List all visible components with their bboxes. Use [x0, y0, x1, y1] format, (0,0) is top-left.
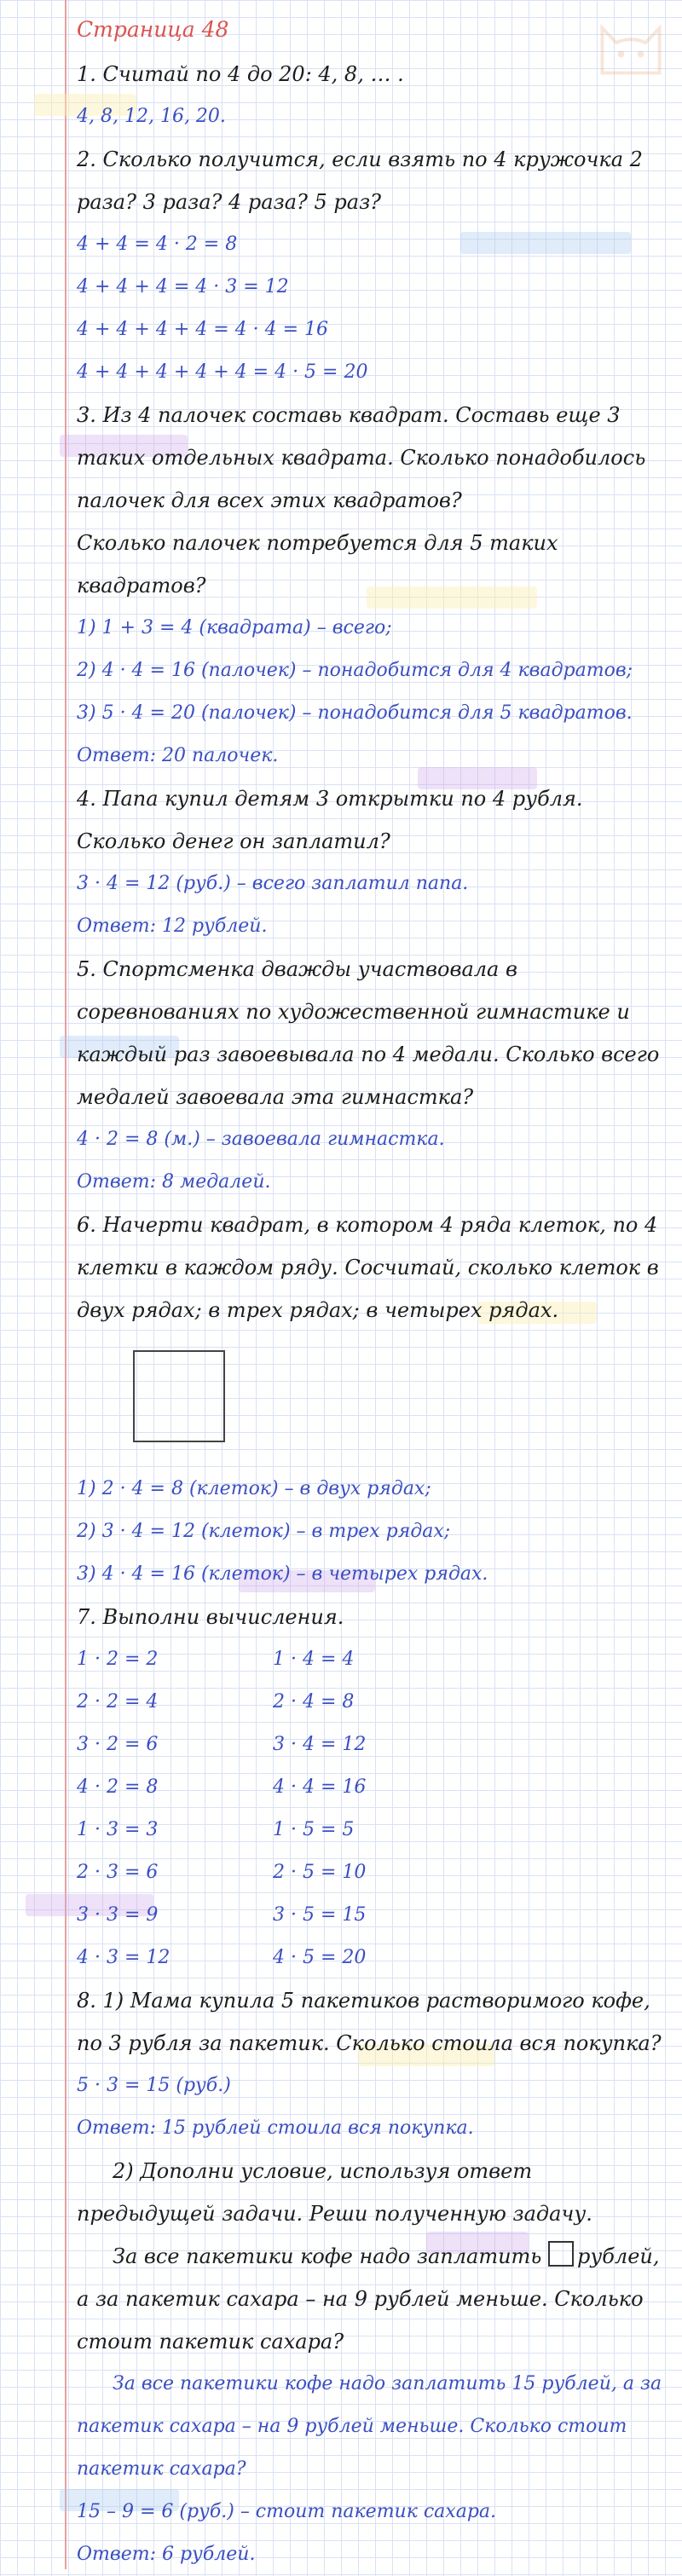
task-8-part-2-question: 2) Дополни условие, используя ответ предыдущей задачи. Реши полученную задачу. — [77, 2159, 592, 2226]
task-6-question: 6. Начерти квадрат, в котором 4 ряда клеток, по 4 клетки в каждом ряду. Сосчитай, сколько клеток в двух рядах; в трех рядах; в четырех рядах. — [77, 1213, 659, 1322]
calc-cell: 1 · 5 = 5 — [273, 1819, 355, 1840]
task-8-condition — [77, 2235, 665, 2363]
task-5-solution: 4 · 2 = 8 (м.) – завоевала гимнастка. — [77, 1129, 445, 1150]
calc-cell: 2 · 4 = 8 — [273, 1691, 355, 1713]
task-5-answer: Ответ: 8 медалей. — [77, 1171, 271, 1193]
calc-cell: 3 · 5 = 15 — [273, 1904, 367, 1926]
task-8-part-2-solution: 15 – 9 = 6 (руб.) – стоит пакетик сахара. — [77, 2501, 497, 2522]
calc-cell: 4 · 4 = 16 — [273, 1776, 367, 1798]
task-2-question: 2. Сколько получится, если взять по 4 кружочка 2 раза? 3 раза? 4 раза? 5 раз? — [77, 147, 643, 214]
calc-cell: 2 · 3 = 6 — [77, 1862, 159, 1883]
answer-blank-box — [548, 2241, 574, 2267]
task-4-answer: Ответ: 12 рублей. — [77, 915, 268, 937]
calc-cell: 3 · 4 = 12 — [273, 1734, 367, 1755]
task-3-line: 3) 5 · 4 = 20 (палочек) – понадобится для 5 квадратов. — [77, 702, 633, 724]
task-3-line: 1) 1 + 3 = 4 (квадрата) – всего; — [77, 617, 392, 638]
condition-text-after: рублей, а за пакетик сахара – на 9 рублей меньше. Сколько стоит пакетик сахара? — [77, 2244, 660, 2354]
task-2-line: 4 + 4 + 4 + 4 + 4 = 4 · 5 = 20 — [77, 361, 368, 383]
task-8-solution: 5 · 3 = 15 (руб.) — [77, 2075, 231, 2096]
task-1-question: 1. Считай по 4 до 20: 4, 8, … . — [77, 62, 404, 86]
calculations-grid — [77, 1638, 665, 1979]
task-2-line: 4 + 4 + 4 = 4 · 3 = 12 — [77, 276, 289, 297]
task-1-answer: 4, 8, 12, 16, 20. — [77, 106, 226, 127]
calc-cell: 2 · 5 = 10 — [273, 1862, 367, 1883]
task-5-question: 5. Спортсменка дважды участвовала в соревнованиях по художественной гимнастике и каждый раз завоевывала по 4 медали. Сколько всего медалей завоевала эта гимнастка? — [77, 957, 660, 1109]
task-3-line: 2) 4 · 4 = 16 (палочек) – понадобится для 4 квадратов; — [77, 660, 633, 681]
task-8-answer: Ответ: 15 рублей стоила вся покупка. — [77, 2117, 474, 2139]
page-content — [77, 19, 665, 2576]
notebook-margin-line — [65, 0, 66, 2569]
task-4-question: 4. Папа купил детям 3 открытки по 4 рубля. Сколько денег он заплатил? — [77, 787, 583, 853]
calc-cell: 1 · 3 = 3 — [77, 1819, 159, 1840]
task-8-part-2-answer: Ответ: 6 рублей. — [77, 2544, 256, 2565]
task-6-line: 3) 4 · 4 = 16 (клеток) – в четырех рядах. — [77, 1563, 488, 1585]
condition-text-before: За все пакетики кофе надо заплатить — [113, 2244, 542, 2268]
drawn-square — [133, 1350, 225, 1442]
calc-cell: 4 · 3 = 12 — [77, 1947, 170, 1968]
calc-cell: 4 · 5 = 20 — [273, 1947, 367, 1968]
page-title: Страница 48 — [77, 17, 229, 42]
task-8-question: 8. 1) Мама купила 5 пакетиков растворимого кофе, по 3 рубля за пакетик. Сколько стоила вся покупка? — [77, 1989, 662, 2055]
calc-cell: 3 · 2 = 6 — [77, 1734, 159, 1755]
task-7-question: 7. Выполни вычисления. — [77, 1605, 344, 1629]
calc-cell: 4 · 2 = 8 — [77, 1776, 159, 1798]
calc-cell: 3 · 3 = 9 — [77, 1904, 159, 1926]
calc-cell: 1 · 4 = 4 — [273, 1649, 355, 1670]
task-6-line: 2) 3 · 4 = 12 (клеток) – в трех рядах; — [77, 1521, 451, 1542]
task-3-question: 3. Из 4 палочек составь квадрат. Составь еще 3 таких отдельных квадрата. Сколько понадобилось палочек для всех этих квадратов? — [77, 403, 646, 512]
calc-cell: 1 · 2 = 2 — [77, 1649, 159, 1670]
task-4-solution: 3 · 4 = 12 (руб.) – всего заплатил папа. — [77, 873, 469, 894]
calc-cell: 2 · 2 = 4 — [77, 1691, 159, 1713]
task-2-line: 4 + 4 + 4 + 4 = 4 · 4 = 16 — [77, 319, 329, 340]
task-3-question-2: Сколько палочек потребуется для 5 таких квадратов? — [77, 531, 558, 598]
task-2-line: 4 + 4 = 4 · 2 = 8 — [77, 234, 238, 255]
task-3-answer: Ответ: 20 палочек. — [77, 745, 279, 766]
task-8-filled-condition: За все пакетики кофе надо заплатить 15 рублей, а за пакетик сахара – на 9 рублей меньше. Сколько стоит пакетик сахара? — [77, 2373, 662, 2480]
task-6-line: 1) 2 · 4 = 8 (клеток) – в двух рядах; — [77, 1478, 431, 1499]
